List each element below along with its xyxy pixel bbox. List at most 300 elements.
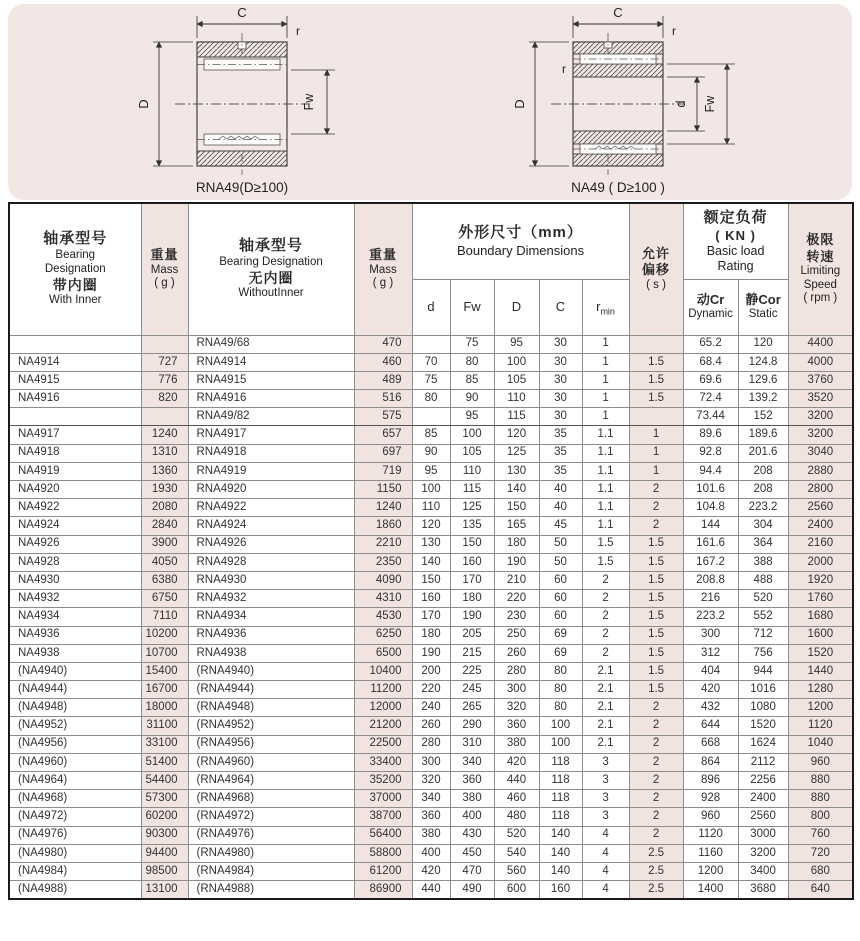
cell-designation-with-inner: (NA4976) — [9, 826, 141, 844]
cell-limiting-speed: 1920 — [788, 571, 853, 589]
cell-c: 140 — [539, 844, 582, 862]
cell-dynamic-cr: 312 — [683, 644, 738, 662]
cell-mass-with-inner: 4050 — [141, 553, 188, 571]
cell-outer-d: 140 — [494, 481, 539, 499]
cell-dynamic-cr: 1120 — [683, 826, 738, 844]
cell-fw: 170 — [450, 571, 494, 589]
cell-mass-without-inner: 4310 — [354, 590, 412, 608]
cell-c: 100 — [539, 735, 582, 753]
table-row — [9, 444, 853, 462]
cell-designation-without-inner: (RNA4952) — [188, 717, 354, 735]
cell-fw: 100 — [450, 426, 494, 444]
cell-mass-with-inner: 15400 — [141, 662, 188, 680]
cell-designation-without-inner: (RNA4964) — [188, 772, 354, 790]
table-row — [9, 590, 853, 608]
cell-limiting-speed: 1040 — [788, 735, 853, 753]
cell-designation-without-inner: RNA4936 — [188, 626, 354, 644]
cell-fw: 470 — [450, 862, 494, 880]
cell-outer-d: 600 — [494, 881, 539, 900]
col-header-dynamic-cr: 动Cr Dynamic — [683, 279, 738, 335]
cell-rmin: 3 — [582, 808, 629, 826]
cell-offset-s: 2 — [629, 699, 683, 717]
cell-offset-s: 2.5 — [629, 881, 683, 900]
cell-dynamic-cr: 208.8 — [683, 571, 738, 589]
diagram-caption-na49: NA49 ( D≥100 ) — [571, 180, 665, 195]
cell-mass-without-inner: 11200 — [354, 681, 412, 699]
cell-fw: 150 — [450, 535, 494, 553]
cell-d — [412, 408, 450, 426]
dim-label-d-bore: d — [674, 100, 688, 108]
cell-outer-d: 95 — [494, 335, 539, 353]
cell-static-cor: 388 — [738, 553, 788, 571]
cell-dynamic-cr: 668 — [683, 735, 738, 753]
cell-rmin: 2.1 — [582, 699, 629, 717]
cell-outer-d: 210 — [494, 571, 539, 589]
cell-limiting-speed: 2160 — [788, 535, 853, 553]
cell-designation-with-inner: (NA4948) — [9, 699, 141, 717]
cell-outer-d: 460 — [494, 790, 539, 808]
diagram-rna49 — [47, 4, 407, 200]
cell-outer-d: 130 — [494, 462, 539, 480]
cell-d: 200 — [412, 662, 450, 680]
cell-designation-without-inner: (RNA4968) — [188, 790, 354, 808]
cell-mass-without-inner: 33400 — [354, 753, 412, 771]
cell-designation-with-inner: (NA4980) — [9, 844, 141, 862]
cell-rmin: 4 — [582, 862, 629, 880]
cell-designation-without-inner: RNA4918 — [188, 444, 354, 462]
cell-rmin: 2 — [582, 571, 629, 589]
cell-c: 50 — [539, 553, 582, 571]
cell-rmin: 1 — [582, 371, 629, 389]
table-row — [9, 390, 853, 408]
cell-designation-without-inner: RNA4928 — [188, 553, 354, 571]
cell-rmin: 1 — [582, 353, 629, 371]
cell-static-cor: 189.6 — [738, 426, 788, 444]
cell-designation-with-inner: (NA4956) — [9, 735, 141, 753]
cell-static-cor: 208 — [738, 481, 788, 499]
cell-limiting-speed: 3040 — [788, 444, 853, 462]
cell-outer-d: 110 — [494, 390, 539, 408]
cell-mass-without-inner: 460 — [354, 353, 412, 371]
cell-d: 70 — [412, 353, 450, 371]
cell-fw: 400 — [450, 808, 494, 826]
cell-designation-with-inner: (NA4964) — [9, 772, 141, 790]
cell-mass-without-inner: 37000 — [354, 790, 412, 808]
cell-static-cor: 2256 — [738, 772, 788, 790]
cell-mass-without-inner: 1150 — [354, 481, 412, 499]
cell-mass-without-inner: 56400 — [354, 826, 412, 844]
cell-designation-with-inner: NA4930 — [9, 571, 141, 589]
cell-mass-with-inner: 54400 — [141, 772, 188, 790]
cell-designation-with-inner: NA4932 — [9, 590, 141, 608]
cell-outer-d: 100 — [494, 353, 539, 371]
cell-d: 100 — [412, 481, 450, 499]
dim-label-fw: Fw — [302, 93, 316, 111]
table-row — [9, 371, 853, 389]
cell-rmin: 2.1 — [582, 662, 629, 680]
cell-designation-with-inner — [9, 408, 141, 426]
cell-outer-d: 165 — [494, 517, 539, 535]
cell-d: 320 — [412, 772, 450, 790]
cell-mass-with-inner: 1360 — [141, 462, 188, 480]
cell-offset-s: 2 — [629, 481, 683, 499]
cell-static-cor: 139.2 — [738, 390, 788, 408]
cell-rmin: 3 — [582, 753, 629, 771]
col-header-rmin: $r_{min}$ — [582, 279, 629, 335]
cell-designation-without-inner: RNA4934 — [188, 608, 354, 626]
cell-offset-s: 1 — [629, 462, 683, 480]
cell-designation-without-inner: (RNA4956) — [188, 735, 354, 753]
cell-offset-s: 1.5 — [629, 644, 683, 662]
cell-outer-d: 380 — [494, 735, 539, 753]
cell-outer-d: 360 — [494, 717, 539, 735]
cell-dynamic-cr: 1200 — [683, 862, 738, 880]
cell-designation-without-inner: RNA4919 — [188, 462, 354, 480]
cell-offset-s: 2 — [629, 517, 683, 535]
cell-outer-d: 300 — [494, 681, 539, 699]
cell-fw: 85 — [450, 371, 494, 389]
cell-offset-s: 2.5 — [629, 844, 683, 862]
cell-dynamic-cr: 1160 — [683, 844, 738, 862]
table-row — [9, 553, 853, 571]
table-row — [9, 462, 853, 480]
cell-designation-with-inner: (NA4972) — [9, 808, 141, 826]
col-header-outer-d: D — [494, 279, 539, 335]
table-row — [9, 681, 853, 699]
cell-d: 300 — [412, 753, 450, 771]
cell-mass-with-inner: 31100 — [141, 717, 188, 735]
table-row — [9, 717, 853, 735]
col-header-mass-with-inner: 重量 Mass ( g ) — [141, 203, 188, 335]
cell-designation-with-inner: NA4920 — [9, 481, 141, 499]
cell-outer-d: 105 — [494, 371, 539, 389]
cell-c: 45 — [539, 517, 582, 535]
cell-offset-s: 1.5 — [629, 571, 683, 589]
cell-c: 80 — [539, 662, 582, 680]
cell-c: 118 — [539, 808, 582, 826]
cell-mass-without-inner: 1860 — [354, 517, 412, 535]
cell-designation-with-inner: (NA4952) — [9, 717, 141, 735]
cell-rmin: 1.1 — [582, 481, 629, 499]
cell-designation-without-inner: (RNA4940) — [188, 662, 354, 680]
cell-limiting-speed: 3200 — [788, 408, 853, 426]
cell-mass-without-inner: 61200 — [354, 862, 412, 880]
cell-static-cor: 1016 — [738, 681, 788, 699]
cell-mass-with-inner: 820 — [141, 390, 188, 408]
cell-designation-with-inner: (NA4988) — [9, 881, 141, 900]
table-row — [9, 517, 853, 535]
cell-static-cor: 201.6 — [738, 444, 788, 462]
cell-limiting-speed: 1760 — [788, 590, 853, 608]
cell-designation-with-inner: NA4916 — [9, 390, 141, 408]
cell-designation-without-inner: RNA4920 — [188, 481, 354, 499]
cell-mass-without-inner: 575 — [354, 408, 412, 426]
cell-dynamic-cr: 216 — [683, 590, 738, 608]
cell-c: 30 — [539, 390, 582, 408]
cell-c: 69 — [539, 626, 582, 644]
cell-mass-without-inner: 6250 — [354, 626, 412, 644]
cell-rmin: 2.1 — [582, 681, 629, 699]
cell-mass-with-inner: 727 — [141, 353, 188, 371]
cell-static-cor: 124.8 — [738, 353, 788, 371]
cell-outer-d: 190 — [494, 553, 539, 571]
cell-designation-without-inner: (RNA4984) — [188, 862, 354, 880]
cell-c: 69 — [539, 644, 582, 662]
cell-designation-with-inner: NA4938 — [9, 644, 141, 662]
cell-mass-without-inner: 719 — [354, 462, 412, 480]
cell-static-cor: 208 — [738, 462, 788, 480]
cell-designation-without-inner: RNA49/82 — [188, 408, 354, 426]
cell-designation-without-inner: RNA4916 — [188, 390, 354, 408]
cell-designation-without-inner: RNA4926 — [188, 535, 354, 553]
bearing-drawings-panel — [8, 4, 852, 200]
cell-limiting-speed: 760 — [788, 826, 853, 844]
cell-fw: 245 — [450, 681, 494, 699]
cell-designation-with-inner: NA4918 — [9, 444, 141, 462]
dim-label-d-outer: D — [136, 99, 151, 109]
cell-mass-without-inner: 516 — [354, 390, 412, 408]
table-row — [9, 808, 853, 826]
table-row — [9, 571, 853, 589]
cell-mass-without-inner: 470 — [354, 335, 412, 353]
cell-designation-with-inner: NA4924 — [9, 517, 141, 535]
cell-offset-s: 1 — [629, 444, 683, 462]
cell-outer-d: 115 — [494, 408, 539, 426]
table-row — [9, 772, 853, 790]
cell-rmin: 1.1 — [582, 517, 629, 535]
cell-fw: 135 — [450, 517, 494, 535]
cell-dynamic-cr: 300 — [683, 626, 738, 644]
cell-d: 240 — [412, 699, 450, 717]
cell-c: 40 — [539, 481, 582, 499]
cell-fw: 190 — [450, 608, 494, 626]
table-row — [9, 881, 853, 900]
cell-d: 120 — [412, 517, 450, 535]
cell-dynamic-cr: 144 — [683, 517, 738, 535]
cell-static-cor: 944 — [738, 662, 788, 680]
cell-limiting-speed: 2880 — [788, 462, 853, 480]
cell-static-cor: 2112 — [738, 753, 788, 771]
cell-mass-with-inner: 51400 — [141, 753, 188, 771]
cell-mass-without-inner: 35200 — [354, 772, 412, 790]
cell-static-cor: 304 — [738, 517, 788, 535]
cell-offset-s: 1.5 — [629, 390, 683, 408]
cell-mass-with-inner: 10200 — [141, 626, 188, 644]
cell-mass-with-inner: 3900 — [141, 535, 188, 553]
cell-fw: 215 — [450, 644, 494, 662]
cell-d: 360 — [412, 808, 450, 826]
cell-mass-with-inner: 1240 — [141, 426, 188, 444]
cell-static-cor: 1520 — [738, 717, 788, 735]
cell-offset-s: 2 — [629, 717, 683, 735]
cell-mass-with-inner: 94400 — [141, 844, 188, 862]
cell-limiting-speed: 1200 — [788, 699, 853, 717]
cell-fw: 490 — [450, 881, 494, 900]
cell-static-cor: 152 — [738, 408, 788, 426]
table-row — [9, 735, 853, 753]
cell-limiting-speed: 3760 — [788, 371, 853, 389]
cell-d: 340 — [412, 790, 450, 808]
cell-offset-s: 2 — [629, 499, 683, 517]
cell-rmin: 1.1 — [582, 499, 629, 517]
cell-c: 118 — [539, 790, 582, 808]
cell-outer-d: 250 — [494, 626, 539, 644]
cell-offset-s: 1.5 — [629, 371, 683, 389]
cell-static-cor: 2560 — [738, 808, 788, 826]
diagram-caption-rna49: RNA49(D≥100) — [195, 180, 289, 195]
cell-mass-with-inner — [141, 335, 188, 353]
cell-static-cor: 223.2 — [738, 499, 788, 517]
cell-mass-without-inner: 657 — [354, 426, 412, 444]
dim-label-r-top: r — [672, 24, 676, 38]
cell-c: 60 — [539, 608, 582, 626]
cell-designation-without-inner: RNA4930 — [188, 571, 354, 589]
table-row — [9, 535, 853, 553]
cell-c: 140 — [539, 826, 582, 844]
cell-offset-s: 1.5 — [629, 535, 683, 553]
cell-mass-with-inner: 98500 — [141, 862, 188, 880]
cell-offset-s: 1.5 — [629, 681, 683, 699]
table-row — [9, 862, 853, 880]
cell-d: 420 — [412, 862, 450, 880]
table-row — [9, 426, 853, 444]
cell-static-cor: 3680 — [738, 881, 788, 900]
cell-fw: 75 — [450, 335, 494, 353]
cell-c: 30 — [539, 371, 582, 389]
cell-rmin: 1 — [582, 390, 629, 408]
cell-rmin: 1 — [582, 335, 629, 353]
cell-static-cor: 756 — [738, 644, 788, 662]
cell-d: 160 — [412, 590, 450, 608]
col-header-designation-with-inner: 轴承型号 Bearing Designation 带内圈 With Inner — [9, 203, 141, 335]
cell-offset-s: 1.5 — [629, 662, 683, 680]
table-row — [9, 790, 853, 808]
cell-offset-s: 2 — [629, 808, 683, 826]
cell-mass-without-inner: 489 — [354, 371, 412, 389]
cell-c: 118 — [539, 772, 582, 790]
cell-fw: 290 — [450, 717, 494, 735]
cell-rmin: 2 — [582, 590, 629, 608]
cell-fw: 90 — [450, 390, 494, 408]
cell-dynamic-cr: 928 — [683, 790, 738, 808]
cell-designation-without-inner: RNA4938 — [188, 644, 354, 662]
cell-designation-without-inner: RNA4924 — [188, 517, 354, 535]
cell-outer-d: 540 — [494, 844, 539, 862]
cell-d: 400 — [412, 844, 450, 862]
cell-fw: 310 — [450, 735, 494, 753]
cell-dynamic-cr: 223.2 — [683, 608, 738, 626]
cell-outer-d: 150 — [494, 499, 539, 517]
cell-dynamic-cr: 72.4 — [683, 390, 738, 408]
cell-c: 118 — [539, 753, 582, 771]
cell-limiting-speed: 880 — [788, 772, 853, 790]
cell-offset-s: 2 — [629, 753, 683, 771]
cell-dynamic-cr: 1400 — [683, 881, 738, 900]
cell-rmin: 4 — [582, 844, 629, 862]
cell-offset-s: 1.5 — [629, 608, 683, 626]
cell-designation-with-inner: NA4915 — [9, 371, 141, 389]
col-header-c: C — [539, 279, 582, 335]
cell-fw: 225 — [450, 662, 494, 680]
cell-fw: 430 — [450, 826, 494, 844]
cell-fw: 80 — [450, 353, 494, 371]
cell-designation-without-inner: RNA49/68 — [188, 335, 354, 353]
cell-outer-d: 560 — [494, 862, 539, 880]
cell-offset-s: 1.5 — [629, 626, 683, 644]
cell-mass-without-inner: 697 — [354, 444, 412, 462]
cell-mass-with-inner: 33100 — [141, 735, 188, 753]
cell-c: 30 — [539, 335, 582, 353]
cell-d: 260 — [412, 717, 450, 735]
col-header-basic-load-rating: 额定负荷 ( KN ) Basic load Rating — [683, 203, 788, 279]
cell-d — [412, 335, 450, 353]
cell-designation-with-inner: NA4917 — [9, 426, 141, 444]
cell-designation-with-inner: NA4926 — [9, 535, 141, 553]
cell-offset-s: 2 — [629, 772, 683, 790]
cell-dynamic-cr: 404 — [683, 662, 738, 680]
cell-outer-d: 520 — [494, 826, 539, 844]
cell-mass-with-inner: 7110 — [141, 608, 188, 626]
cell-c: 140 — [539, 862, 582, 880]
cell-rmin: 3 — [582, 790, 629, 808]
cell-static-cor: 552 — [738, 608, 788, 626]
cell-outer-d: 440 — [494, 772, 539, 790]
cell-offset-s — [629, 408, 683, 426]
cell-static-cor: 120 — [738, 335, 788, 353]
table-row — [9, 844, 853, 862]
cell-mass-with-inner: 776 — [141, 371, 188, 389]
cell-rmin: 3 — [582, 772, 629, 790]
cell-d: 75 — [412, 371, 450, 389]
cell-d: 440 — [412, 881, 450, 900]
cell-designation-with-inner: (NA4960) — [9, 753, 141, 771]
cell-mass-without-inner: 4530 — [354, 608, 412, 626]
cell-c: 40 — [539, 499, 582, 517]
cell-dynamic-cr: 89.6 — [683, 426, 738, 444]
cell-designation-with-inner: NA4919 — [9, 462, 141, 480]
cell-designation-with-inner: (NA4940) — [9, 662, 141, 680]
cell-offset-s: 2.5 — [629, 862, 683, 880]
cell-mass-with-inner: 6750 — [141, 590, 188, 608]
cell-designation-without-inner: RNA4915 — [188, 371, 354, 389]
cell-rmin: 1.1 — [582, 462, 629, 480]
cell-c: 30 — [539, 408, 582, 426]
cell-fw: 95 — [450, 408, 494, 426]
cell-d: 220 — [412, 681, 450, 699]
cell-fw: 450 — [450, 844, 494, 862]
col-header-limiting-speed: 极限 转速 Limiting Speed ( rpm ) — [788, 203, 853, 335]
bearing-table — [8, 202, 854, 900]
col-header-boundary-dimensions: 外形尺寸（mm） Boundary Dimensions — [412, 203, 629, 279]
cell-designation-without-inner: RNA4914 — [188, 353, 354, 371]
cell-limiting-speed: 720 — [788, 844, 853, 862]
cell-designation-without-inner: RNA4922 — [188, 499, 354, 517]
cell-fw: 125 — [450, 499, 494, 517]
cell-fw: 205 — [450, 626, 494, 644]
cell-static-cor: 520 — [738, 590, 788, 608]
cell-d: 80 — [412, 390, 450, 408]
cell-outer-d: 120 — [494, 426, 539, 444]
cell-mass-without-inner: 10400 — [354, 662, 412, 680]
cell-mass-with-inner: 57300 — [141, 790, 188, 808]
cell-dynamic-cr: 896 — [683, 772, 738, 790]
cell-rmin: 1.5 — [582, 553, 629, 571]
outer-ring-top — [573, 42, 663, 54]
cell-mass-with-inner: 6380 — [141, 571, 188, 589]
inner-ring-bottom — [573, 131, 663, 144]
diagram-na49 — [433, 4, 813, 200]
cell-c: 100 — [539, 717, 582, 735]
